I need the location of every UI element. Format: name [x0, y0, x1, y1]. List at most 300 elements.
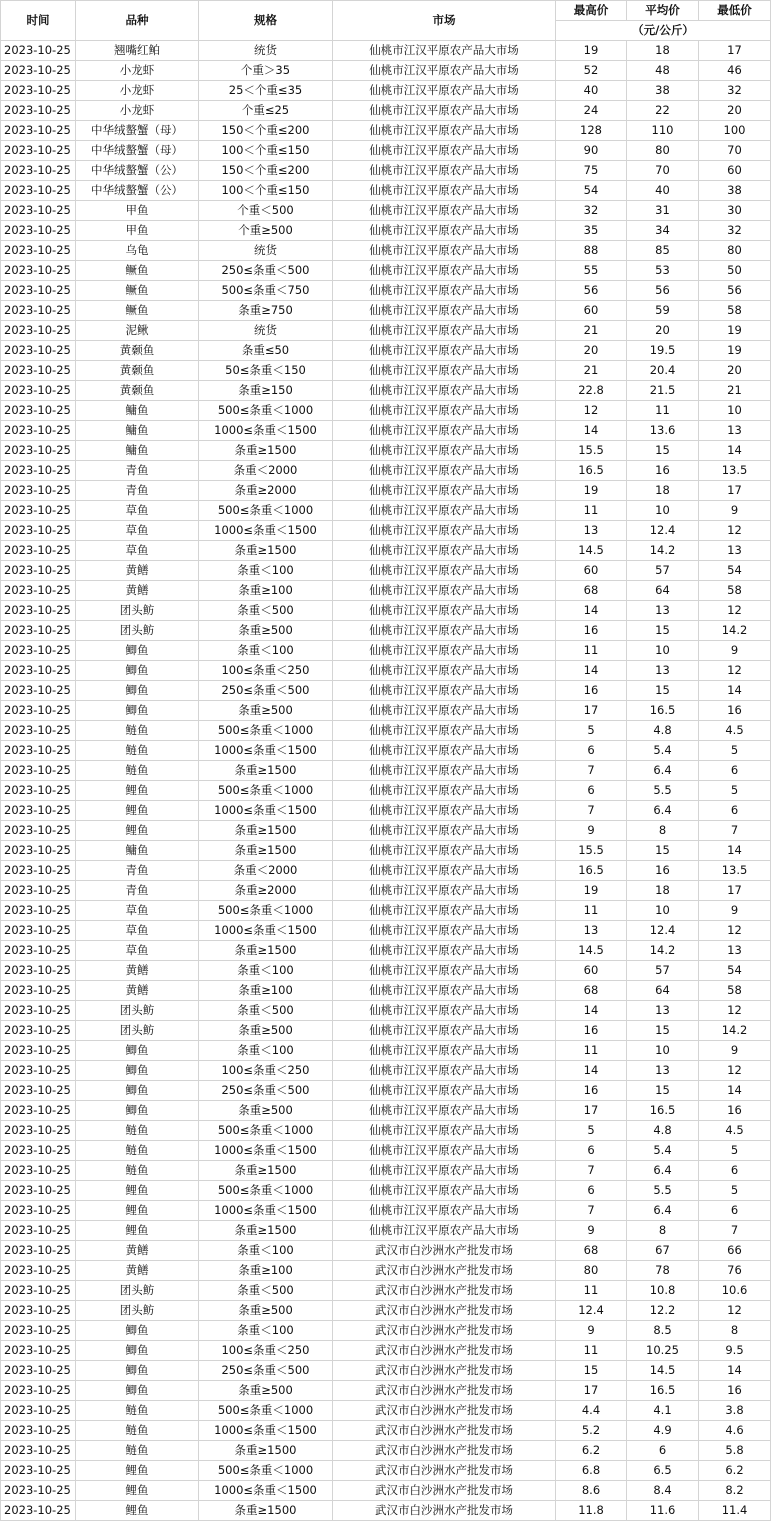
- spec-cell: 条重≥2000: [199, 881, 333, 901]
- table-row: [1, 1461, 771, 1481]
- max-price-cell: 5: [556, 1121, 627, 1141]
- spec-cell: 条重≥500: [199, 1021, 333, 1041]
- variety-cell: 鲫鱼: [76, 1381, 199, 1401]
- avg-price-cell: 10: [627, 901, 699, 921]
- market-cell: 仙桃市江汉平原农产品大市场: [333, 41, 556, 61]
- market-cell: 仙桃市江汉平原农产品大市场: [333, 401, 556, 421]
- min-price-cell: 9: [699, 501, 771, 521]
- max-price-cell: 16.5: [556, 861, 627, 881]
- spec-cell: 条重≥500: [199, 1381, 333, 1401]
- table-row: [1, 1381, 771, 1401]
- spec-cell: 条重＜100: [199, 561, 333, 581]
- spec-cell: 250≤条重＜500: [199, 681, 333, 701]
- table-row: [1, 81, 771, 101]
- market-cell: 仙桃市江汉平原农产品大市场: [333, 1141, 556, 1161]
- variety-cell: 甲鱼: [76, 201, 199, 221]
- time-cell: 2023-10-25: [1, 81, 76, 101]
- market-cell: 仙桃市江汉平原农产品大市场: [333, 241, 556, 261]
- spec-cell: 个重＜500: [199, 201, 333, 221]
- max-price-cell: 16: [556, 1081, 627, 1101]
- max-price-cell: 16: [556, 1021, 627, 1041]
- min-price-cell: 16: [699, 1381, 771, 1401]
- variety-cell: 鳙鱼: [76, 421, 199, 441]
- avg-price-cell: 57: [627, 561, 699, 581]
- avg-price-cell: 85: [627, 241, 699, 261]
- spec-cell: 250≤条重＜500: [199, 261, 333, 281]
- avg-price-cell: 5.5: [627, 781, 699, 801]
- table-row: [1, 1281, 771, 1301]
- time-cell: 2023-10-25: [1, 1161, 76, 1181]
- min-price-cell: 4.5: [699, 721, 771, 741]
- min-price-cell: 14: [699, 1081, 771, 1101]
- min-price-cell: 10.6: [699, 1281, 771, 1301]
- variety-cell: 黄鳝: [76, 1261, 199, 1281]
- variety-cell: 黄鳝: [76, 961, 199, 981]
- variety-cell: 鲫鱼: [76, 681, 199, 701]
- max-price-cell: 16: [556, 681, 627, 701]
- avg-price-cell: 31: [627, 201, 699, 221]
- market-cell: 武汉市白沙洲水产批发市场: [333, 1481, 556, 1501]
- spec-cell: 100≤条重＜250: [199, 661, 333, 681]
- variety-cell: 黄颡鱼: [76, 381, 199, 401]
- market-cell: 仙桃市江汉平原农产品大市场: [333, 1081, 556, 1101]
- spec-cell: 条重≥100: [199, 1261, 333, 1281]
- time-cell: 2023-10-25: [1, 381, 76, 401]
- header-max-price: 最高价: [556, 1, 627, 21]
- max-price-cell: 11.8: [556, 1501, 627, 1521]
- max-price-cell: 60: [556, 561, 627, 581]
- spec-cell: 条重＜100: [199, 961, 333, 981]
- market-cell: 仙桃市江汉平原农产品大市场: [333, 281, 556, 301]
- max-price-cell: 68: [556, 581, 627, 601]
- time-cell: 2023-10-25: [1, 901, 76, 921]
- market-cell: 仙桃市江汉平原农产品大市场: [333, 1001, 556, 1021]
- table-row: [1, 281, 771, 301]
- avg-price-cell: 18: [627, 481, 699, 501]
- max-price-cell: 5: [556, 721, 627, 741]
- avg-price-cell: 20: [627, 321, 699, 341]
- market-cell: 仙桃市江汉平原农产品大市场: [333, 141, 556, 161]
- spec-cell: 条重≥500: [199, 701, 333, 721]
- max-price-cell: 13: [556, 921, 627, 941]
- time-cell: 2023-10-25: [1, 1221, 76, 1241]
- avg-price-cell: 110: [627, 121, 699, 141]
- avg-price-cell: 12.4: [627, 521, 699, 541]
- time-cell: 2023-10-25: [1, 1441, 76, 1461]
- min-price-cell: 6: [699, 1161, 771, 1181]
- spec-cell: 500≤条重＜1000: [199, 721, 333, 741]
- variety-cell: 黄鳝: [76, 581, 199, 601]
- time-cell: 2023-10-25: [1, 701, 76, 721]
- variety-cell: 团头鲂: [76, 1281, 199, 1301]
- market-cell: 武汉市白沙洲水产批发市场: [333, 1341, 556, 1361]
- variety-cell: 青鱼: [76, 461, 199, 481]
- spec-cell: 条重≥1500: [199, 1441, 333, 1461]
- max-price-cell: 17: [556, 701, 627, 721]
- variety-cell: 团头鲂: [76, 621, 199, 641]
- market-cell: 仙桃市江汉平原农产品大市场: [333, 981, 556, 1001]
- min-price-cell: 17: [699, 481, 771, 501]
- table-row: [1, 61, 771, 81]
- market-cell: 仙桃市江汉平原农产品大市场: [333, 841, 556, 861]
- table-row: [1, 421, 771, 441]
- spec-cell: 500≤条重＜1000: [199, 501, 333, 521]
- avg-price-cell: 80: [627, 141, 699, 161]
- min-price-cell: 20: [699, 101, 771, 121]
- avg-price-cell: 15: [627, 1021, 699, 1041]
- time-cell: 2023-10-25: [1, 661, 76, 681]
- market-cell: 仙桃市江汉平原农产品大市场: [333, 61, 556, 81]
- time-cell: 2023-10-25: [1, 1481, 76, 1501]
- min-price-cell: 9.5: [699, 1341, 771, 1361]
- variety-cell: 草鱼: [76, 501, 199, 521]
- table-row: [1, 121, 771, 141]
- time-cell: 2023-10-25: [1, 1001, 76, 1021]
- max-price-cell: 19: [556, 481, 627, 501]
- max-price-cell: 52: [556, 61, 627, 81]
- time-cell: 2023-10-25: [1, 761, 76, 781]
- avg-price-cell: 6.5: [627, 1461, 699, 1481]
- variety-cell: 鳜鱼: [76, 301, 199, 321]
- avg-price-cell: 13: [627, 1061, 699, 1081]
- time-cell: 2023-10-25: [1, 1461, 76, 1481]
- table-row: [1, 1441, 771, 1461]
- market-cell: 武汉市白沙洲水产批发市场: [333, 1381, 556, 1401]
- spec-cell: 500≤条重＜1000: [199, 1461, 333, 1481]
- max-price-cell: 16: [556, 621, 627, 641]
- max-price-cell: 11: [556, 641, 627, 661]
- spec-cell: 250≤条重＜500: [199, 1361, 333, 1381]
- max-price-cell: 4.4: [556, 1401, 627, 1421]
- min-price-cell: 6: [699, 801, 771, 821]
- table-row: [1, 1061, 771, 1081]
- table-row: [1, 401, 771, 421]
- table-row: [1, 961, 771, 981]
- time-cell: 2023-10-25: [1, 921, 76, 941]
- variety-cell: 鲫鱼: [76, 701, 199, 721]
- variety-cell: 团头鲂: [76, 1021, 199, 1041]
- time-cell: 2023-10-25: [1, 181, 76, 201]
- max-price-cell: 75: [556, 161, 627, 181]
- max-price-cell: 7: [556, 1161, 627, 1181]
- time-cell: 2023-10-25: [1, 121, 76, 141]
- spec-cell: 50≤条重＜150: [199, 361, 333, 381]
- avg-price-cell: 5.5: [627, 1181, 699, 1201]
- max-price-cell: 60: [556, 301, 627, 321]
- time-cell: 2023-10-25: [1, 981, 76, 1001]
- max-price-cell: 56: [556, 281, 627, 301]
- variety-cell: 鲫鱼: [76, 641, 199, 661]
- max-price-cell: 14: [556, 601, 627, 621]
- max-price-cell: 14: [556, 1001, 627, 1021]
- max-price-cell: 6: [556, 1181, 627, 1201]
- variety-cell: 鲤鱼: [76, 821, 199, 841]
- min-price-cell: 21: [699, 381, 771, 401]
- max-price-cell: 12.4: [556, 1301, 627, 1321]
- avg-price-cell: 21.5: [627, 381, 699, 401]
- max-price-cell: 6: [556, 1141, 627, 1161]
- variety-cell: 黄颡鱼: [76, 341, 199, 361]
- min-price-cell: 19: [699, 341, 771, 361]
- market-cell: 仙桃市江汉平原农产品大市场: [333, 761, 556, 781]
- table-row: [1, 1321, 771, 1341]
- time-cell: 2023-10-25: [1, 561, 76, 581]
- spec-cell: 250≤条重＜500: [199, 1081, 333, 1101]
- table-row: [1, 761, 771, 781]
- table-row: [1, 581, 771, 601]
- variety-cell: 青鱼: [76, 881, 199, 901]
- max-price-cell: 11: [556, 901, 627, 921]
- avg-price-cell: 64: [627, 981, 699, 1001]
- variety-cell: 草鱼: [76, 541, 199, 561]
- spec-cell: 个重＞35: [199, 61, 333, 81]
- variety-cell: 鲢鱼: [76, 1161, 199, 1181]
- variety-cell: 鲤鱼: [76, 781, 199, 801]
- table-row: [1, 241, 771, 261]
- variety-cell: 鳙鱼: [76, 401, 199, 421]
- table-row: [1, 801, 771, 821]
- min-price-cell: 8.2: [699, 1481, 771, 1501]
- max-price-cell: 17: [556, 1381, 627, 1401]
- market-cell: 仙桃市江汉平原农产品大市场: [333, 1021, 556, 1041]
- market-cell: 仙桃市江汉平原农产品大市场: [333, 121, 556, 141]
- avg-price-cell: 6.4: [627, 801, 699, 821]
- table-row: [1, 621, 771, 641]
- spec-cell: 条重≥1500: [199, 761, 333, 781]
- market-cell: 仙桃市江汉平原农产品大市场: [333, 1061, 556, 1081]
- spec-cell: 500≤条重＜1000: [199, 1401, 333, 1421]
- spec-cell: 条重＜500: [199, 1281, 333, 1301]
- time-cell: 2023-10-25: [1, 61, 76, 81]
- table-row: [1, 661, 771, 681]
- table-row: [1, 321, 771, 341]
- market-cell: 仙桃市江汉平原农产品大市场: [333, 1121, 556, 1141]
- avg-price-cell: 14.5: [627, 1361, 699, 1381]
- min-price-cell: 5: [699, 741, 771, 761]
- table-row: [1, 41, 771, 61]
- time-cell: 2023-10-25: [1, 201, 76, 221]
- min-price-cell: 13.5: [699, 461, 771, 481]
- variety-cell: 草鱼: [76, 521, 199, 541]
- time-cell: 2023-10-25: [1, 861, 76, 881]
- table-row: [1, 1201, 771, 1221]
- min-price-cell: 16: [699, 701, 771, 721]
- market-cell: 仙桃市江汉平原农产品大市场: [333, 421, 556, 441]
- min-price-cell: 54: [699, 561, 771, 581]
- market-cell: 仙桃市江汉平原农产品大市场: [333, 721, 556, 741]
- max-price-cell: 9: [556, 1221, 627, 1241]
- market-cell: 武汉市白沙洲水产批发市场: [333, 1281, 556, 1301]
- variety-cell: 鲫鱼: [76, 1081, 199, 1101]
- spec-cell: 条重≥1500: [199, 941, 333, 961]
- market-cell: 仙桃市江汉平原农产品大市场: [333, 1161, 556, 1181]
- time-cell: 2023-10-25: [1, 681, 76, 701]
- min-price-cell: 4.6: [699, 1421, 771, 1441]
- avg-price-cell: 78: [627, 1261, 699, 1281]
- time-cell: 2023-10-25: [1, 1421, 76, 1441]
- variety-cell: 青鱼: [76, 861, 199, 881]
- spec-cell: 条重≥1500: [199, 841, 333, 861]
- max-price-cell: 12: [556, 401, 627, 421]
- avg-price-cell: 16.5: [627, 701, 699, 721]
- max-price-cell: 11: [556, 1341, 627, 1361]
- market-cell: 仙桃市江汉平原农产品大市场: [333, 101, 556, 121]
- table-row: [1, 1121, 771, 1141]
- min-price-cell: 5.8: [699, 1441, 771, 1461]
- market-cell: 武汉市白沙洲水产批发市场: [333, 1321, 556, 1341]
- max-price-cell: 13: [556, 521, 627, 541]
- market-cell: 仙桃市江汉平原农产品大市场: [333, 461, 556, 481]
- spec-cell: 条重≥750: [199, 301, 333, 321]
- variety-cell: 乌龟: [76, 241, 199, 261]
- max-price-cell: 8.6: [556, 1481, 627, 1501]
- time-cell: 2023-10-25: [1, 41, 76, 61]
- table-row: [1, 381, 771, 401]
- max-price-cell: 14: [556, 1061, 627, 1081]
- time-cell: 2023-10-25: [1, 1261, 76, 1281]
- avg-price-cell: 15: [627, 621, 699, 641]
- min-price-cell: 6: [699, 761, 771, 781]
- market-cell: 仙桃市江汉平原农产品大市场: [333, 821, 556, 841]
- market-cell: 仙桃市江汉平原农产品大市场: [333, 321, 556, 341]
- avg-price-cell: 8: [627, 1221, 699, 1241]
- table-row: [1, 181, 771, 201]
- time-cell: 2023-10-25: [1, 801, 76, 821]
- table-row: [1, 641, 771, 661]
- market-cell: 仙桃市江汉平原农产品大市场: [333, 661, 556, 681]
- variety-cell: 鲢鱼: [76, 721, 199, 741]
- avg-price-cell: 12.2: [627, 1301, 699, 1321]
- min-price-cell: 30: [699, 201, 771, 221]
- table-row: [1, 921, 771, 941]
- variety-cell: 鳙鱼: [76, 441, 199, 461]
- spec-cell: 条重≥1500: [199, 1221, 333, 1241]
- variety-cell: 甲鱼: [76, 221, 199, 241]
- table-row: [1, 161, 771, 181]
- table-row: [1, 881, 771, 901]
- avg-price-cell: 13: [627, 661, 699, 681]
- max-price-cell: 32: [556, 201, 627, 221]
- min-price-cell: 56: [699, 281, 771, 301]
- time-cell: 2023-10-25: [1, 941, 76, 961]
- table-row: [1, 341, 771, 361]
- spec-cell: 条重＜100: [199, 1321, 333, 1341]
- time-cell: 2023-10-25: [1, 321, 76, 341]
- market-cell: 仙桃市江汉平原农产品大市场: [333, 181, 556, 201]
- variety-cell: 鲤鱼: [76, 1181, 199, 1201]
- market-cell: 仙桃市江汉平原农产品大市场: [333, 701, 556, 721]
- max-price-cell: 11: [556, 1281, 627, 1301]
- time-cell: 2023-10-25: [1, 881, 76, 901]
- max-price-cell: 7: [556, 801, 627, 821]
- table-row: [1, 601, 771, 621]
- avg-price-cell: 67: [627, 1241, 699, 1261]
- market-cell: 仙桃市江汉平原农产品大市场: [333, 921, 556, 941]
- table-row: [1, 541, 771, 561]
- min-price-cell: 14.2: [699, 621, 771, 641]
- spec-cell: 统货: [199, 41, 333, 61]
- avg-price-cell: 8: [627, 821, 699, 841]
- market-cell: 仙桃市江汉平原农产品大市场: [333, 501, 556, 521]
- max-price-cell: 35: [556, 221, 627, 241]
- market-cell: 武汉市白沙洲水产批发市场: [333, 1241, 556, 1261]
- table-row: [1, 1101, 771, 1121]
- market-cell: 仙桃市江汉平原农产品大市场: [333, 81, 556, 101]
- variety-cell: 鲫鱼: [76, 1341, 199, 1361]
- time-cell: 2023-10-25: [1, 541, 76, 561]
- avg-price-cell: 53: [627, 261, 699, 281]
- time-cell: 2023-10-25: [1, 481, 76, 501]
- min-price-cell: 5: [699, 1181, 771, 1201]
- max-price-cell: 11: [556, 501, 627, 521]
- variety-cell: 泥鳅: [76, 321, 199, 341]
- market-cell: 仙桃市江汉平原农产品大市场: [333, 341, 556, 361]
- table-row: [1, 981, 771, 1001]
- table-row: [1, 1181, 771, 1201]
- max-price-cell: 6: [556, 781, 627, 801]
- market-cell: 仙桃市江汉平原农产品大市场: [333, 221, 556, 241]
- min-price-cell: 19: [699, 321, 771, 341]
- variety-cell: 鲤鱼: [76, 1481, 199, 1501]
- table-row: [1, 521, 771, 541]
- variety-cell: 鲢鱼: [76, 1401, 199, 1421]
- table-header: [1, 1, 771, 41]
- spec-cell: 500≤条重＜1000: [199, 1121, 333, 1141]
- max-price-cell: 90: [556, 141, 627, 161]
- time-cell: 2023-10-25: [1, 521, 76, 541]
- avg-price-cell: 12.4: [627, 921, 699, 941]
- time-cell: 2023-10-25: [1, 781, 76, 801]
- market-cell: 仙桃市江汉平原农产品大市场: [333, 1221, 556, 1241]
- max-price-cell: 14.5: [556, 941, 627, 961]
- table-row: [1, 741, 771, 761]
- time-cell: 2023-10-25: [1, 101, 76, 121]
- min-price-cell: 4.5: [699, 1121, 771, 1141]
- max-price-cell: 9: [556, 821, 627, 841]
- variety-cell: 中华绒螯蟹（公）: [76, 181, 199, 201]
- spec-cell: 条重＜500: [199, 601, 333, 621]
- avg-price-cell: 10: [627, 1041, 699, 1061]
- spec-cell: 1000≤条重＜1500: [199, 801, 333, 821]
- variety-cell: 鳜鱼: [76, 281, 199, 301]
- min-price-cell: 14: [699, 841, 771, 861]
- max-price-cell: 55: [556, 261, 627, 281]
- avg-price-cell: 15: [627, 1081, 699, 1101]
- time-cell: 2023-10-25: [1, 1501, 76, 1521]
- market-cell: 武汉市白沙洲水产批发市场: [333, 1361, 556, 1381]
- avg-price-cell: 5.4: [627, 741, 699, 761]
- variety-cell: 鲫鱼: [76, 1041, 199, 1061]
- max-price-cell: 22.8: [556, 381, 627, 401]
- market-cell: 武汉市白沙洲水产批发市场: [333, 1401, 556, 1421]
- spec-cell: 条重≥1500: [199, 541, 333, 561]
- market-cell: 仙桃市江汉平原农产品大市场: [333, 861, 556, 881]
- market-cell: 仙桃市江汉平原农产品大市场: [333, 581, 556, 601]
- min-price-cell: 16: [699, 1101, 771, 1121]
- time-cell: 2023-10-25: [1, 141, 76, 161]
- spec-cell: 1000≤条重＜1500: [199, 1421, 333, 1441]
- min-price-cell: 32: [699, 81, 771, 101]
- min-price-cell: 9: [699, 1041, 771, 1061]
- min-price-cell: 50: [699, 261, 771, 281]
- avg-price-cell: 10.8: [627, 1281, 699, 1301]
- spec-cell: 个重≤25: [199, 101, 333, 121]
- min-price-cell: 11.4: [699, 1501, 771, 1521]
- header-spec: 规格: [199, 1, 333, 41]
- market-cell: 武汉市白沙洲水产批发市场: [333, 1301, 556, 1321]
- variety-cell: 团头鲂: [76, 1301, 199, 1321]
- variety-cell: 青鱼: [76, 481, 199, 501]
